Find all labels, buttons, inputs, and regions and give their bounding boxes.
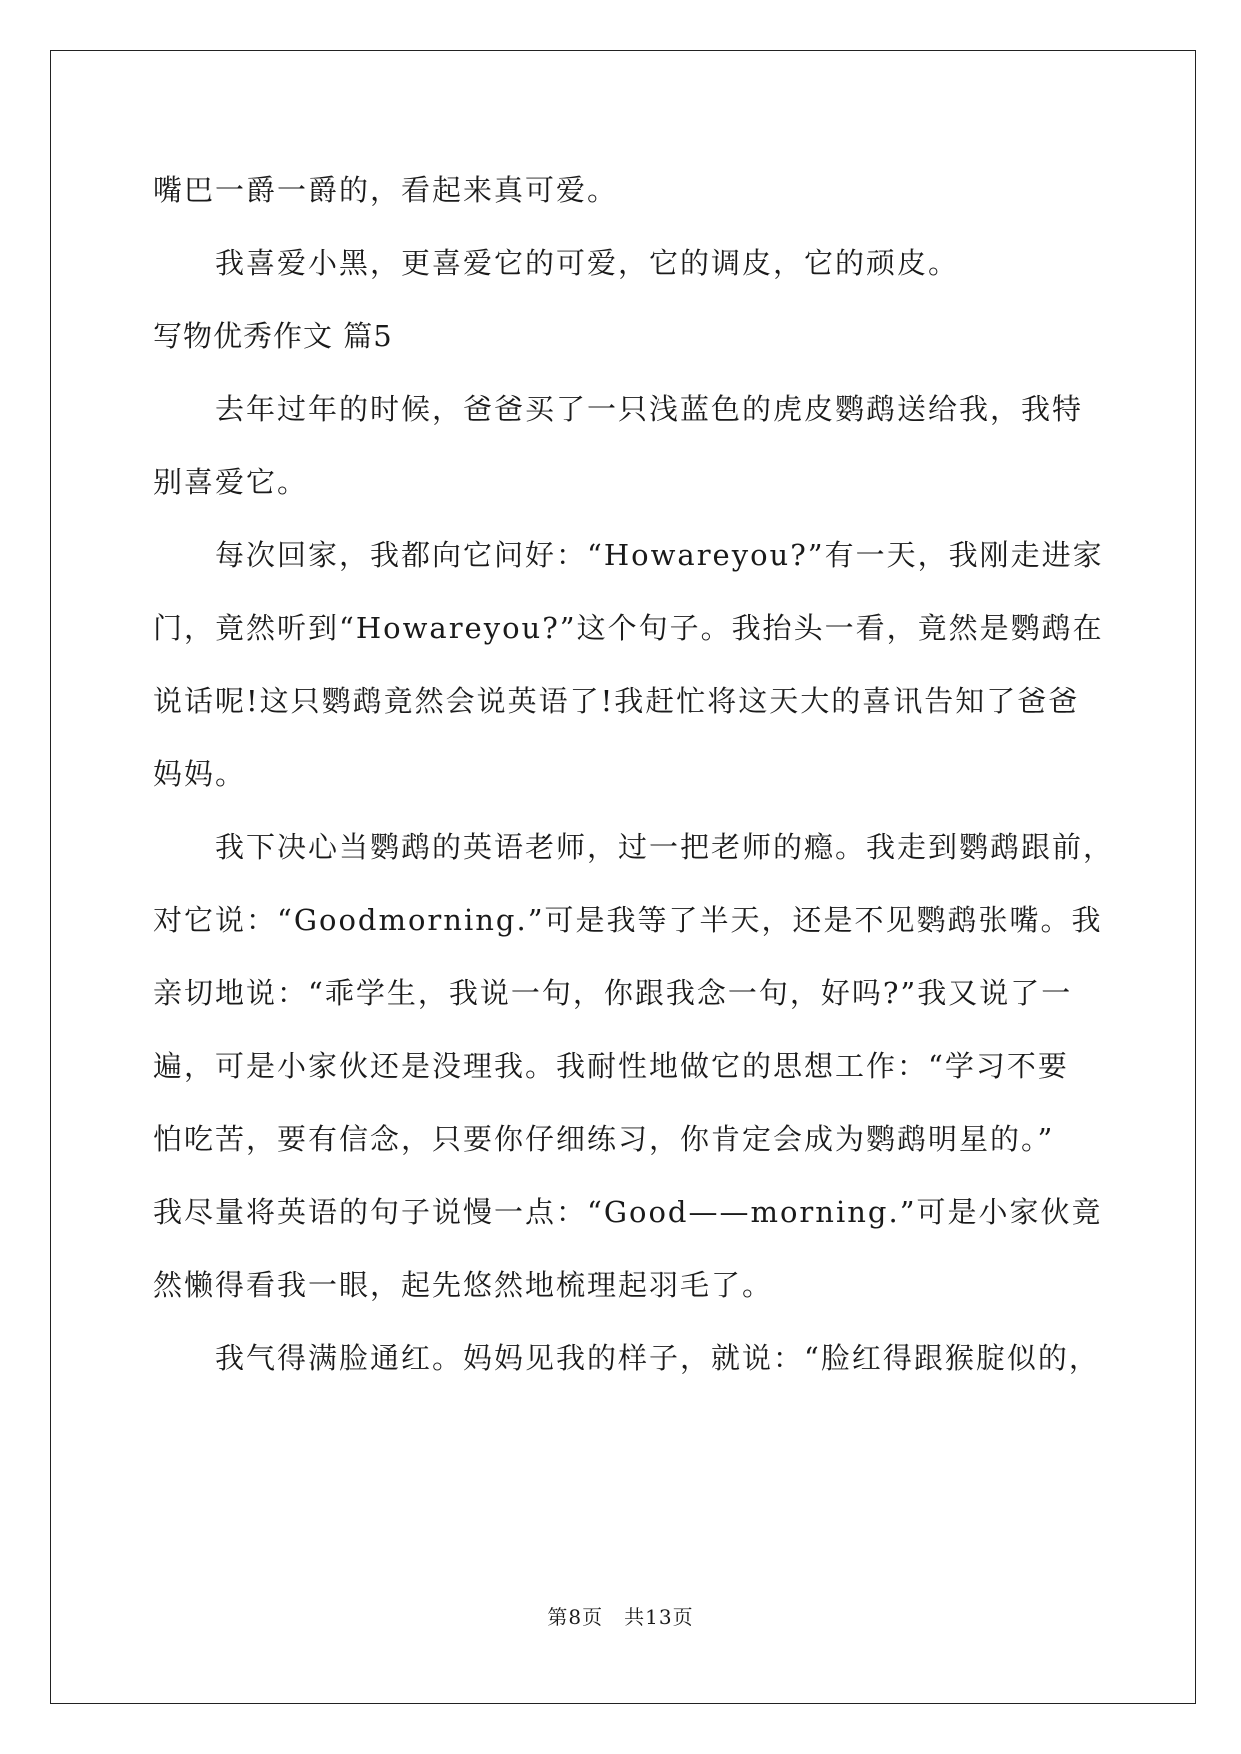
page-border — [50, 50, 1196, 1704]
body-text-line: 我尽量将英语的句子说慢一点：“Good——morning.”可是小家伙竟 — [153, 1195, 1103, 1229]
body-text-line: 我喜爱小黑，更喜爱它的可爱，它的调皮，它的顽皮。 — [215, 246, 960, 280]
body-text-line: 妈妈。 — [153, 757, 247, 791]
body-text-line: 对它说：“Goodmorning.”可是我等了半天，还是不见鹦鹉张嘴。我 — [153, 903, 1103, 937]
body-text-line: 门，竟然听到“Howareyou?”这个句子。我抬头一看，竟然是鹦鹉在 — [153, 611, 1104, 645]
body-text-line: 我下决心当鹦鹉的英语老师，过一把老师的瘾。我走到鹦鹉跟前， — [215, 830, 1115, 864]
body-text-line: 我气得满脸通红。妈妈见我的样子，就说：“脸红得跟猴腚似的， — [215, 1341, 1100, 1375]
body-text-line: 遍，可是小家伙还是没理我。我耐性地做它的思想工作：“学习不要 — [153, 1049, 1069, 1083]
body-text-line: 嘴巴一爵一爵的，看起来真可爱。 — [153, 173, 619, 207]
page-number-footer: 第8页 共13页 — [547, 1605, 694, 1629]
body-text-line: 亲切地说：“乖学生，我说一句，你跟我念一句，好吗?”我又说了一 — [153, 976, 1073, 1010]
body-text-line: 说话呢!这只鹦鹉竟然会说英语了!我赶忙将这天大的喜讯告知了爸爸 — [153, 684, 1080, 718]
body-text-line: 每次回家，我都向它问好：“Howareyou?”有一天，我刚走进家 — [215, 538, 1104, 572]
body-text-line: 去年过年的时候，爸爸买了一只浅蓝色的虎皮鹦鹉送给我，我特 — [215, 392, 1084, 426]
section-heading: 写物优秀作文 篇5 — [153, 319, 393, 353]
body-text-line: 然懒得看我一眼，起先悠然地梳理起羽毛了。 — [153, 1268, 774, 1302]
body-text-line: 怕吃苦，要有信念，只要你仔细练习，你肯定会成为鹦鹉明星的。” — [153, 1122, 1055, 1156]
body-text-line: 别喜爱它。 — [153, 465, 309, 499]
